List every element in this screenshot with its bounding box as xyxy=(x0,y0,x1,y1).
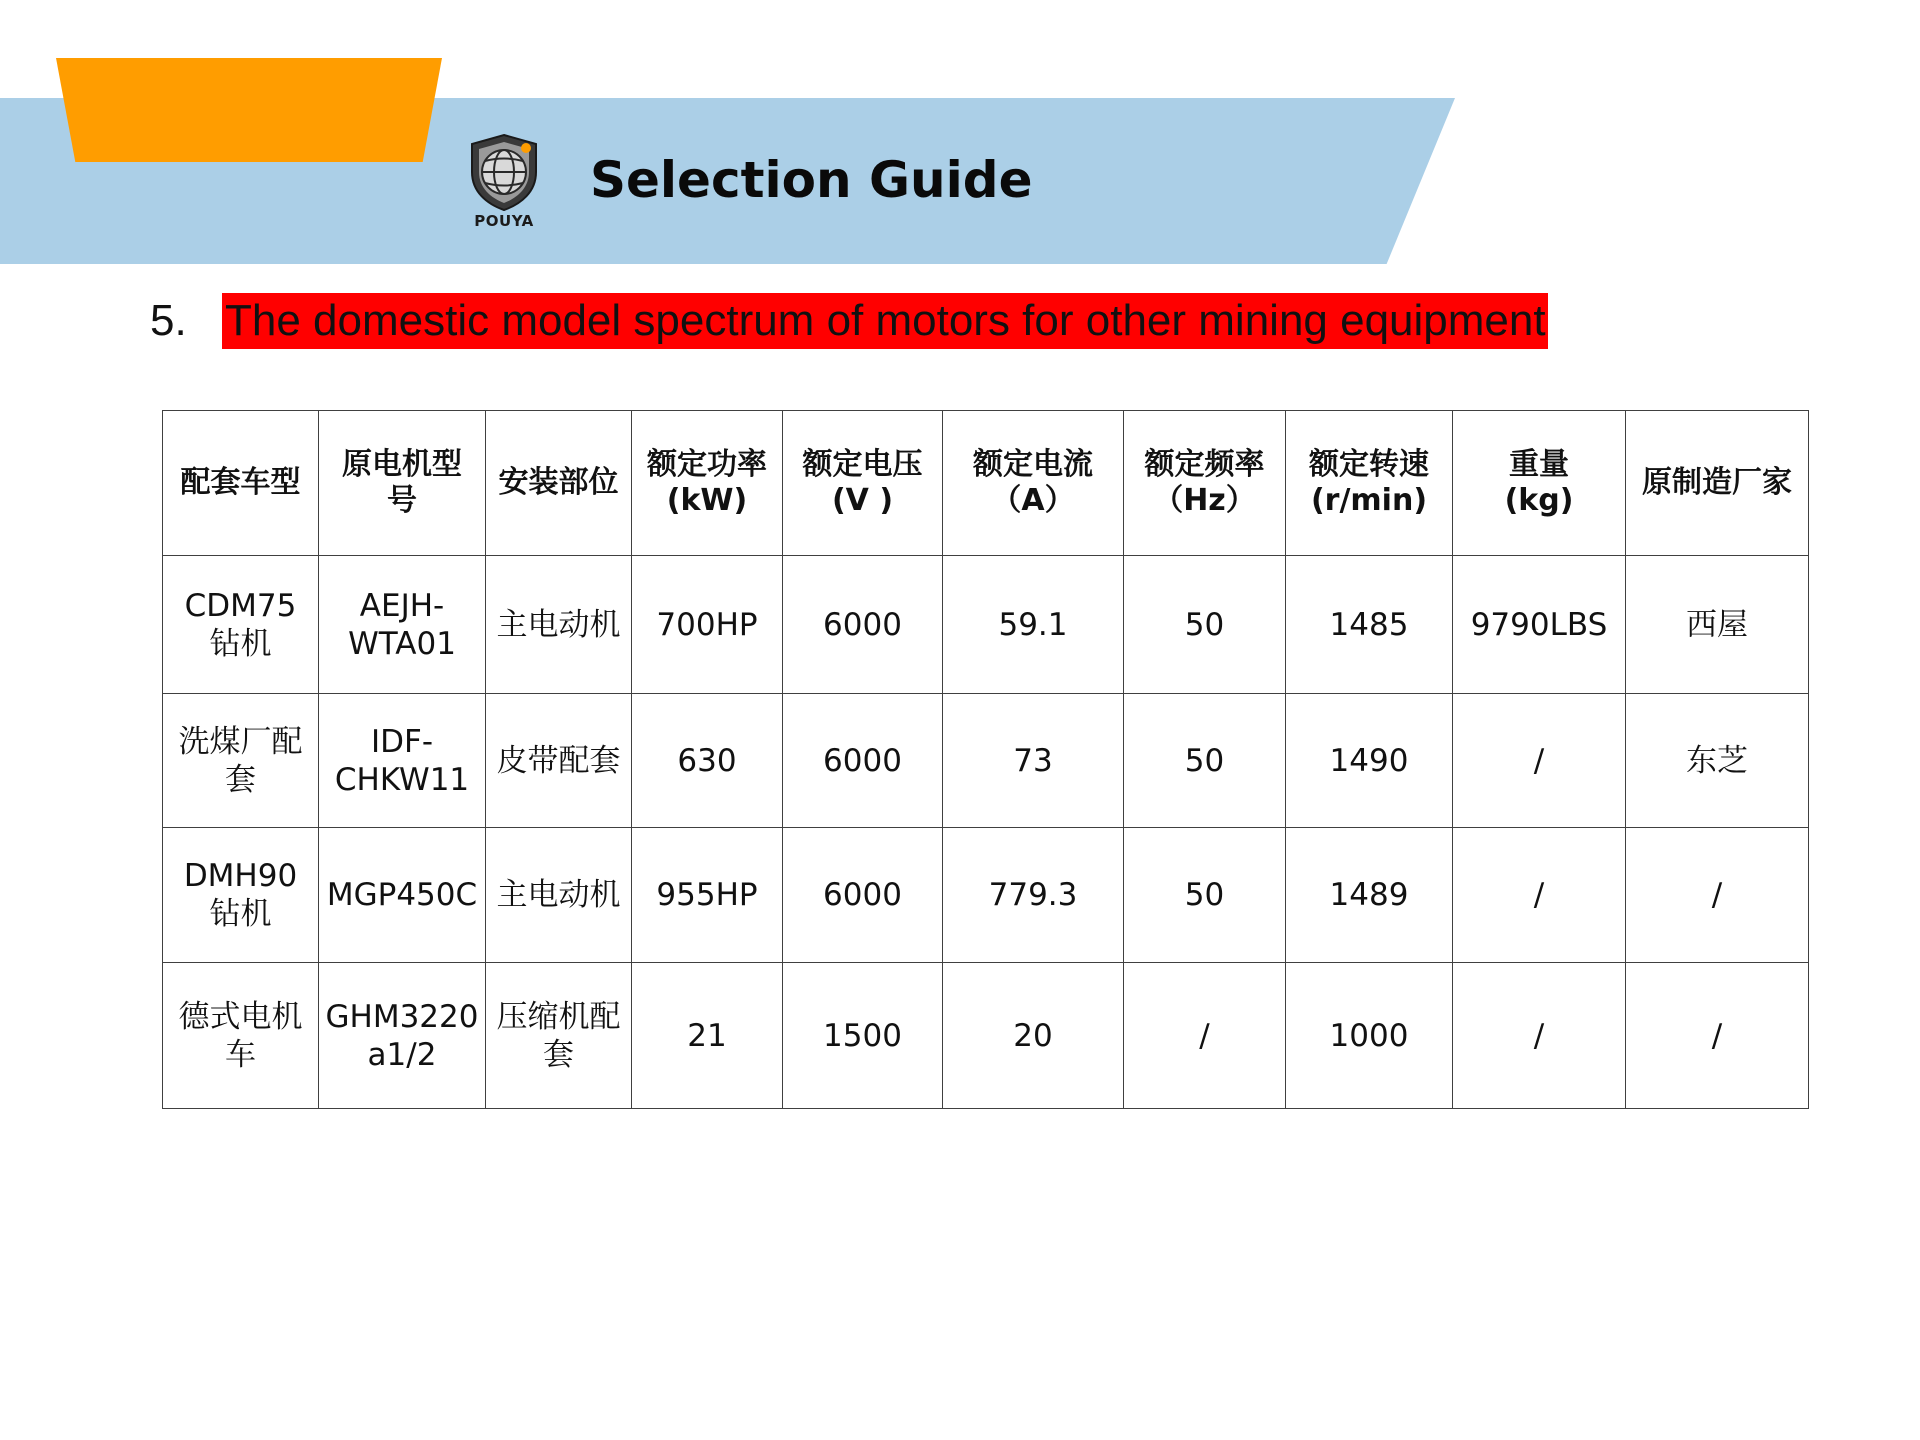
table-cell-line: 50 xyxy=(1184,877,1225,913)
column-header-line: 重量 xyxy=(1509,447,1569,482)
motor-spec-table xyxy=(162,410,1809,1109)
table-cell-line: / xyxy=(1199,1017,1210,1054)
section-heading xyxy=(150,292,1548,350)
table-cell-line: 东芝 xyxy=(1686,742,1748,779)
table-cell xyxy=(1286,963,1453,1109)
table-row xyxy=(163,556,1809,694)
table-cell-line: / xyxy=(1711,1017,1723,1054)
table-cell xyxy=(1626,828,1809,963)
table-body xyxy=(163,556,1809,1109)
table-cell-line: GHM3220 xyxy=(325,998,479,1035)
column-header xyxy=(319,411,486,556)
table-cell-line: CHKW11 xyxy=(334,761,470,798)
table-cell-line: 1000 xyxy=(1329,1017,1409,1054)
column-header-line: （Hz） xyxy=(1153,483,1256,518)
table-cell xyxy=(1626,556,1809,694)
column-header xyxy=(163,411,319,556)
table-cell-line: 6000 xyxy=(823,877,902,913)
column-header xyxy=(943,411,1124,556)
table-cell xyxy=(1124,556,1286,694)
table-cell xyxy=(163,694,319,828)
table-cell xyxy=(163,963,319,1109)
table-cell-line: 9790LBS xyxy=(1470,606,1608,643)
table-cell-line: / xyxy=(1533,742,1545,779)
table-cell-line: 套 xyxy=(543,1036,574,1073)
table-cell-line: 车 xyxy=(225,1036,256,1073)
table-cell xyxy=(486,963,632,1109)
column-header-line: (r/min) xyxy=(1310,483,1428,518)
table-cell xyxy=(1453,963,1626,1109)
section-number: 5. xyxy=(150,296,187,345)
table-cell-line: / xyxy=(1533,877,1545,913)
table-cell-line: MGP450C xyxy=(326,877,478,913)
table-cell xyxy=(943,694,1124,828)
table-cell-line: 钻机 xyxy=(209,625,272,662)
column-header-line: (kg) xyxy=(1504,483,1574,518)
table-cell xyxy=(943,963,1124,1109)
table-cell-line: 21 xyxy=(687,1017,727,1054)
table-cell-line: 主电动机 xyxy=(496,606,621,643)
table-cell-line: / xyxy=(1533,1017,1545,1054)
table-cell xyxy=(632,828,783,963)
column-header xyxy=(1453,411,1626,556)
table-cell-line: a1/2 xyxy=(367,1036,437,1073)
column-header-line: 额定转速 xyxy=(1309,447,1429,482)
table-cell-line: 洗煤厂配 xyxy=(178,723,303,760)
table-cell xyxy=(943,556,1124,694)
table-cell-line: 73 xyxy=(1013,742,1053,779)
column-header-line: 额定电流 xyxy=(973,447,1093,482)
column-header-line: 号 xyxy=(387,483,417,518)
table-cell-line: 1500 xyxy=(823,1017,902,1054)
table-cell xyxy=(783,963,943,1109)
table-cell-line: 59.1 xyxy=(998,606,1068,643)
table-cell xyxy=(783,828,943,963)
column-header-line: 配套车型 xyxy=(180,465,301,500)
orange-accent-tab xyxy=(56,58,442,162)
table-cell-line: / xyxy=(1711,877,1723,913)
table-cell-line: 955HP xyxy=(656,877,758,913)
table-cell-line: 皮带配套 xyxy=(496,742,621,779)
table-cell-line: 主电动机 xyxy=(496,877,621,913)
table-cell-line: 6000 xyxy=(823,742,902,779)
table-cell xyxy=(319,694,486,828)
table-row xyxy=(163,694,1809,828)
table-cell-line: WTA01 xyxy=(348,625,456,662)
table-cell xyxy=(1124,828,1286,963)
column-header-line: 额定电压 xyxy=(802,447,923,482)
table-cell xyxy=(943,828,1124,963)
column-header-line: （A） xyxy=(991,483,1075,518)
table-cell-line: 20 xyxy=(1013,1017,1053,1054)
table-cell-line: 套 xyxy=(225,761,256,798)
table-cell-line: DMH90 xyxy=(183,858,298,894)
column-header xyxy=(1626,411,1809,556)
table-cell-line: 779.3 xyxy=(988,877,1078,913)
table-cell xyxy=(783,556,943,694)
table-row xyxy=(163,963,1809,1109)
column-header xyxy=(632,411,783,556)
table-cell-line: 50 xyxy=(1184,606,1225,643)
table-cell-line: 1490 xyxy=(1329,742,1409,779)
table-cell-line: 钻机 xyxy=(209,896,272,932)
table-cell xyxy=(1286,556,1453,694)
page-title: Selection Guide xyxy=(590,151,1033,209)
table-row xyxy=(163,828,1809,963)
table-cell-line: 700HP xyxy=(656,606,758,643)
table-cell-line: AEJH- xyxy=(359,587,445,624)
column-header-line: (kW) xyxy=(666,483,748,518)
table-cell xyxy=(1626,694,1809,828)
pouya-logo xyxy=(466,132,542,228)
column-header-line: 安装部位 xyxy=(498,465,619,500)
table-cell xyxy=(486,556,632,694)
table-cell-line: 压缩机配 xyxy=(496,998,621,1035)
table-cell-line: 50 xyxy=(1184,742,1225,779)
table-cell-line: CDM75 xyxy=(184,587,297,624)
table-cell xyxy=(319,556,486,694)
table-cell-line: 1489 xyxy=(1329,877,1409,913)
column-header-line: (V ) xyxy=(831,483,894,518)
logo-wordmark: POUYA xyxy=(474,212,534,230)
table-cell xyxy=(163,556,319,694)
column-header xyxy=(1124,411,1286,556)
table-cell xyxy=(486,694,632,828)
section-title: The domestic model spectrum of motors for other mining equipment xyxy=(222,293,1548,349)
table-header-row xyxy=(163,411,1809,556)
table-cell xyxy=(319,828,486,963)
table-cell xyxy=(486,828,632,963)
table-cell-line: 1485 xyxy=(1329,606,1409,643)
table-cell-line: 6000 xyxy=(823,606,902,643)
table-cell xyxy=(1453,556,1626,694)
table-cell xyxy=(1124,963,1286,1109)
column-header xyxy=(486,411,632,556)
column-header xyxy=(783,411,943,556)
table-cell-line: 德式电机 xyxy=(178,998,303,1035)
table-cell xyxy=(632,963,783,1109)
table-cell-line: 630 xyxy=(677,742,737,779)
table-cell-line: IDF- xyxy=(370,723,434,760)
table-cell xyxy=(783,694,943,828)
table-cell xyxy=(1453,694,1626,828)
shield-globe-icon xyxy=(466,132,542,212)
table-cell xyxy=(1453,828,1626,963)
table-cell xyxy=(632,556,783,694)
table-cell xyxy=(632,694,783,828)
table-cell xyxy=(319,963,486,1109)
table-cell xyxy=(1124,694,1286,828)
column-header-line: 原电机型 xyxy=(342,447,462,482)
table-cell-line: 西屋 xyxy=(1686,606,1748,643)
table-cell xyxy=(1286,694,1453,828)
table-cell xyxy=(1286,828,1453,963)
column-header xyxy=(1286,411,1453,556)
column-header-line: 额定频率 xyxy=(1144,447,1265,482)
table-cell xyxy=(1626,963,1809,1109)
column-header-line: 原制造厂家 xyxy=(1642,465,1792,500)
column-header-line: 额定功率 xyxy=(647,447,767,482)
table-cell xyxy=(163,828,319,963)
